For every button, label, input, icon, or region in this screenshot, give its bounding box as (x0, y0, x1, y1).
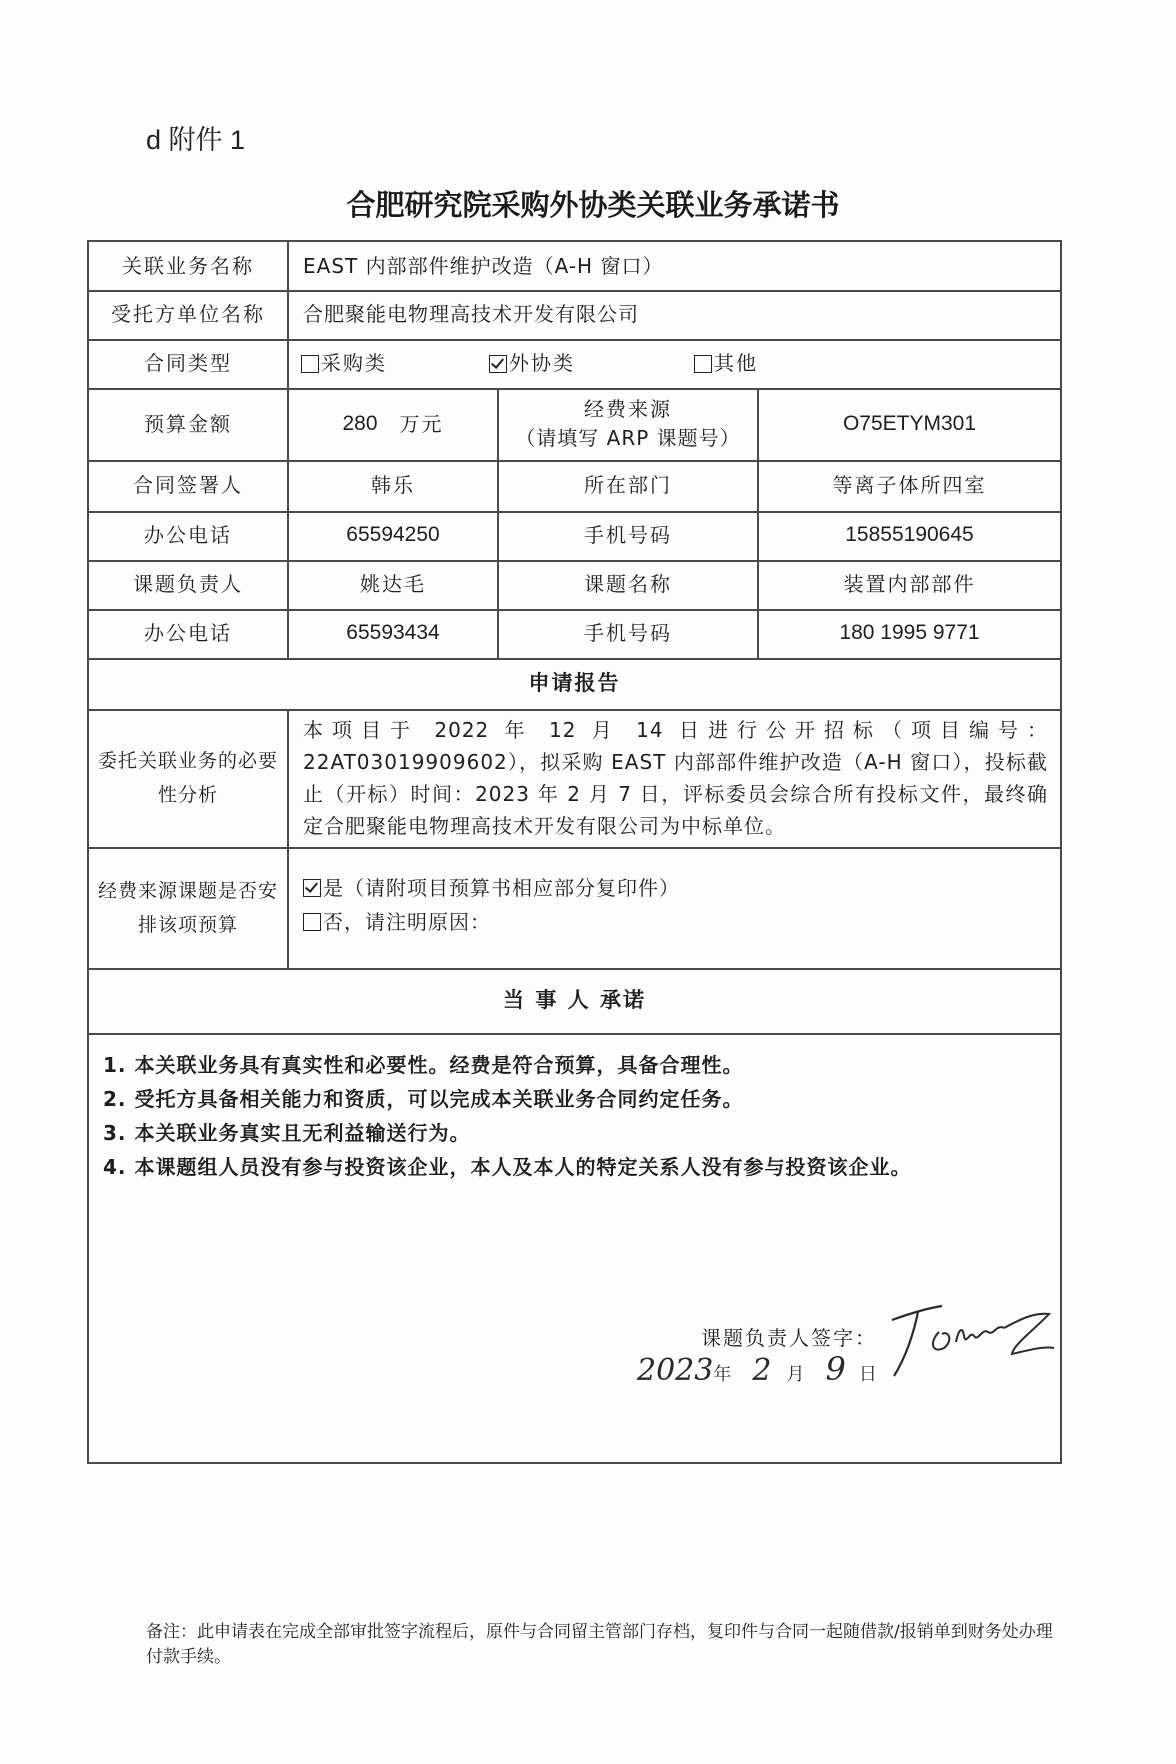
footnote: 备注：此申请表在完成全部审批签字流程后，原件与合同留主管部门存档，复印件与合同一起随借款/报销单到财务处办理付款手续。 (146, 1622, 1053, 1667)
necessity-label: 委托关联业务的必要性分析 (97, 750, 278, 806)
funding-source-value: O75ETYM301 (842, 411, 977, 435)
department-label: 所在部门 (584, 473, 672, 497)
commitment-item: 2. 受托方具备相关能力和资质，可以完成本关联业务合同约定任务。 (103, 1087, 744, 1111)
budget-arranged-yes-option[interactable] (303, 872, 680, 901)
leader-mobile-value: 180 1995 9771 (839, 621, 980, 645)
project-leader-label: 课题负责人 (133, 572, 243, 596)
project-name-value: 装置内部部件 (843, 572, 976, 596)
budget-arranged-no-option[interactable] (303, 906, 491, 935)
commitment-form-table (87, 240, 1062, 1464)
row-divider (89, 1033, 1060, 1035)
date-day: 9 (825, 1350, 846, 1388)
date-month-unit: 月 (786, 1364, 805, 1385)
project-leader-value: 姚达毛 (360, 572, 426, 596)
option-label: 外协类 (509, 351, 575, 375)
leader-office-phone-value: 65593434 (346, 621, 440, 645)
contract-type-option-other[interactable] (694, 339, 894, 388)
commitment-item: 3. 本关联业务真实且无利益输送行为。 (103, 1121, 471, 1145)
checkbox-unchecked-icon[interactable] (694, 355, 712, 373)
budget-label: 预算金额 (144, 411, 232, 436)
date-year: 2023 (637, 1353, 714, 1388)
date-day-unit: 日 (858, 1364, 877, 1385)
option-label: 采购类 (321, 351, 387, 375)
option-label: 其他 (714, 351, 758, 375)
handwritten-signature (884, 1302, 1114, 1382)
option-label: 是（请附项目预算书相应部分复印件） (323, 876, 680, 900)
funding-source-label-line1: 经费来源 (584, 397, 672, 421)
funding-source-label (499, 388, 757, 460)
document-title: 合肥研究院采购外协类关联业务承诺书 (346, 188, 840, 222)
party-commitment-heading: 当 事 人 承诺 (503, 988, 646, 1013)
checkbox-unchecked-icon[interactable] (301, 355, 319, 373)
attachment-label: d 附件 1 (146, 125, 246, 155)
date-month: 2 (752, 1353, 772, 1388)
date-year-unit: 年 (713, 1364, 732, 1385)
signer-label: 合同签署人 (133, 473, 243, 497)
budget-amount-value: 280 (342, 411, 378, 435)
budget-amount (289, 388, 497, 460)
signer-mobile-value: 15855190645 (845, 523, 974, 547)
budget-arranged-label: 经费来源课题是否安排该项预算 (97, 879, 278, 936)
option-label: 否，请注明原因： (323, 910, 491, 934)
contract-type-label: 合同类型 (144, 351, 232, 375)
leader-office-phone-label: 办公电话 (144, 621, 232, 645)
checkbox-checked-icon[interactable] (303, 879, 321, 897)
trustee-label: 受托方单位名称 (111, 302, 265, 326)
signer-mobile-label: 手机号码 (584, 523, 672, 547)
funding-source-label-line2: （请填写 ARP 课题号） (515, 426, 741, 450)
application-report-heading: 申请报告 (528, 671, 621, 696)
commitment-item: 1. 本关联业务具有真实性和必要性。经费是符合预算，具备合理性。 (103, 1053, 744, 1077)
signature-label: 课题负责人签字： (701, 1326, 877, 1350)
business-name-value: EAST 内部部件维护改造（A-H 窗口） (303, 253, 664, 278)
checkbox-checked-icon[interactable] (489, 355, 507, 373)
necessity-text: 本项目于 2022 年 12 月 14 日进行公开招标（项目编号：22AT03019909602），拟采购 EAST 内部部件维护改造（A-H 窗口），投标截止（开标）时间：2023 年 2 月 7 日，评标委员会综合所有投标文件，最终确定合肥聚能电物理高技术开发有限公司为中标单位。 (303, 718, 1048, 838)
signer-value: 韩乐 (371, 473, 415, 497)
checkbox-unchecked-icon[interactable] (303, 913, 321, 931)
contract-type-option-outsourcing[interactable] (489, 339, 689, 388)
signer-office-phone-value: 65594250 (346, 523, 440, 547)
budget-unit: 万元 (399, 411, 444, 436)
commitment-item: 4. 本课题组人员没有参与投资该企业，本人及本人的特定关系人没有参与投资该企业。 (103, 1155, 912, 1179)
business-name-label: 关联业务名称 (122, 253, 254, 278)
trustee-value: 合肥聚能电物理高技术开发有限公司 (303, 302, 639, 326)
contract-type-option-purchase[interactable] (289, 339, 489, 388)
project-name-label: 课题名称 (584, 572, 672, 596)
leader-mobile-label: 手机号码 (584, 621, 672, 645)
signature-date (637, 1350, 877, 1388)
col-divider (287, 709, 289, 968)
department-value: 等离子体所四室 (832, 473, 987, 497)
signer-office-phone-label: 办公电话 (144, 523, 232, 547)
